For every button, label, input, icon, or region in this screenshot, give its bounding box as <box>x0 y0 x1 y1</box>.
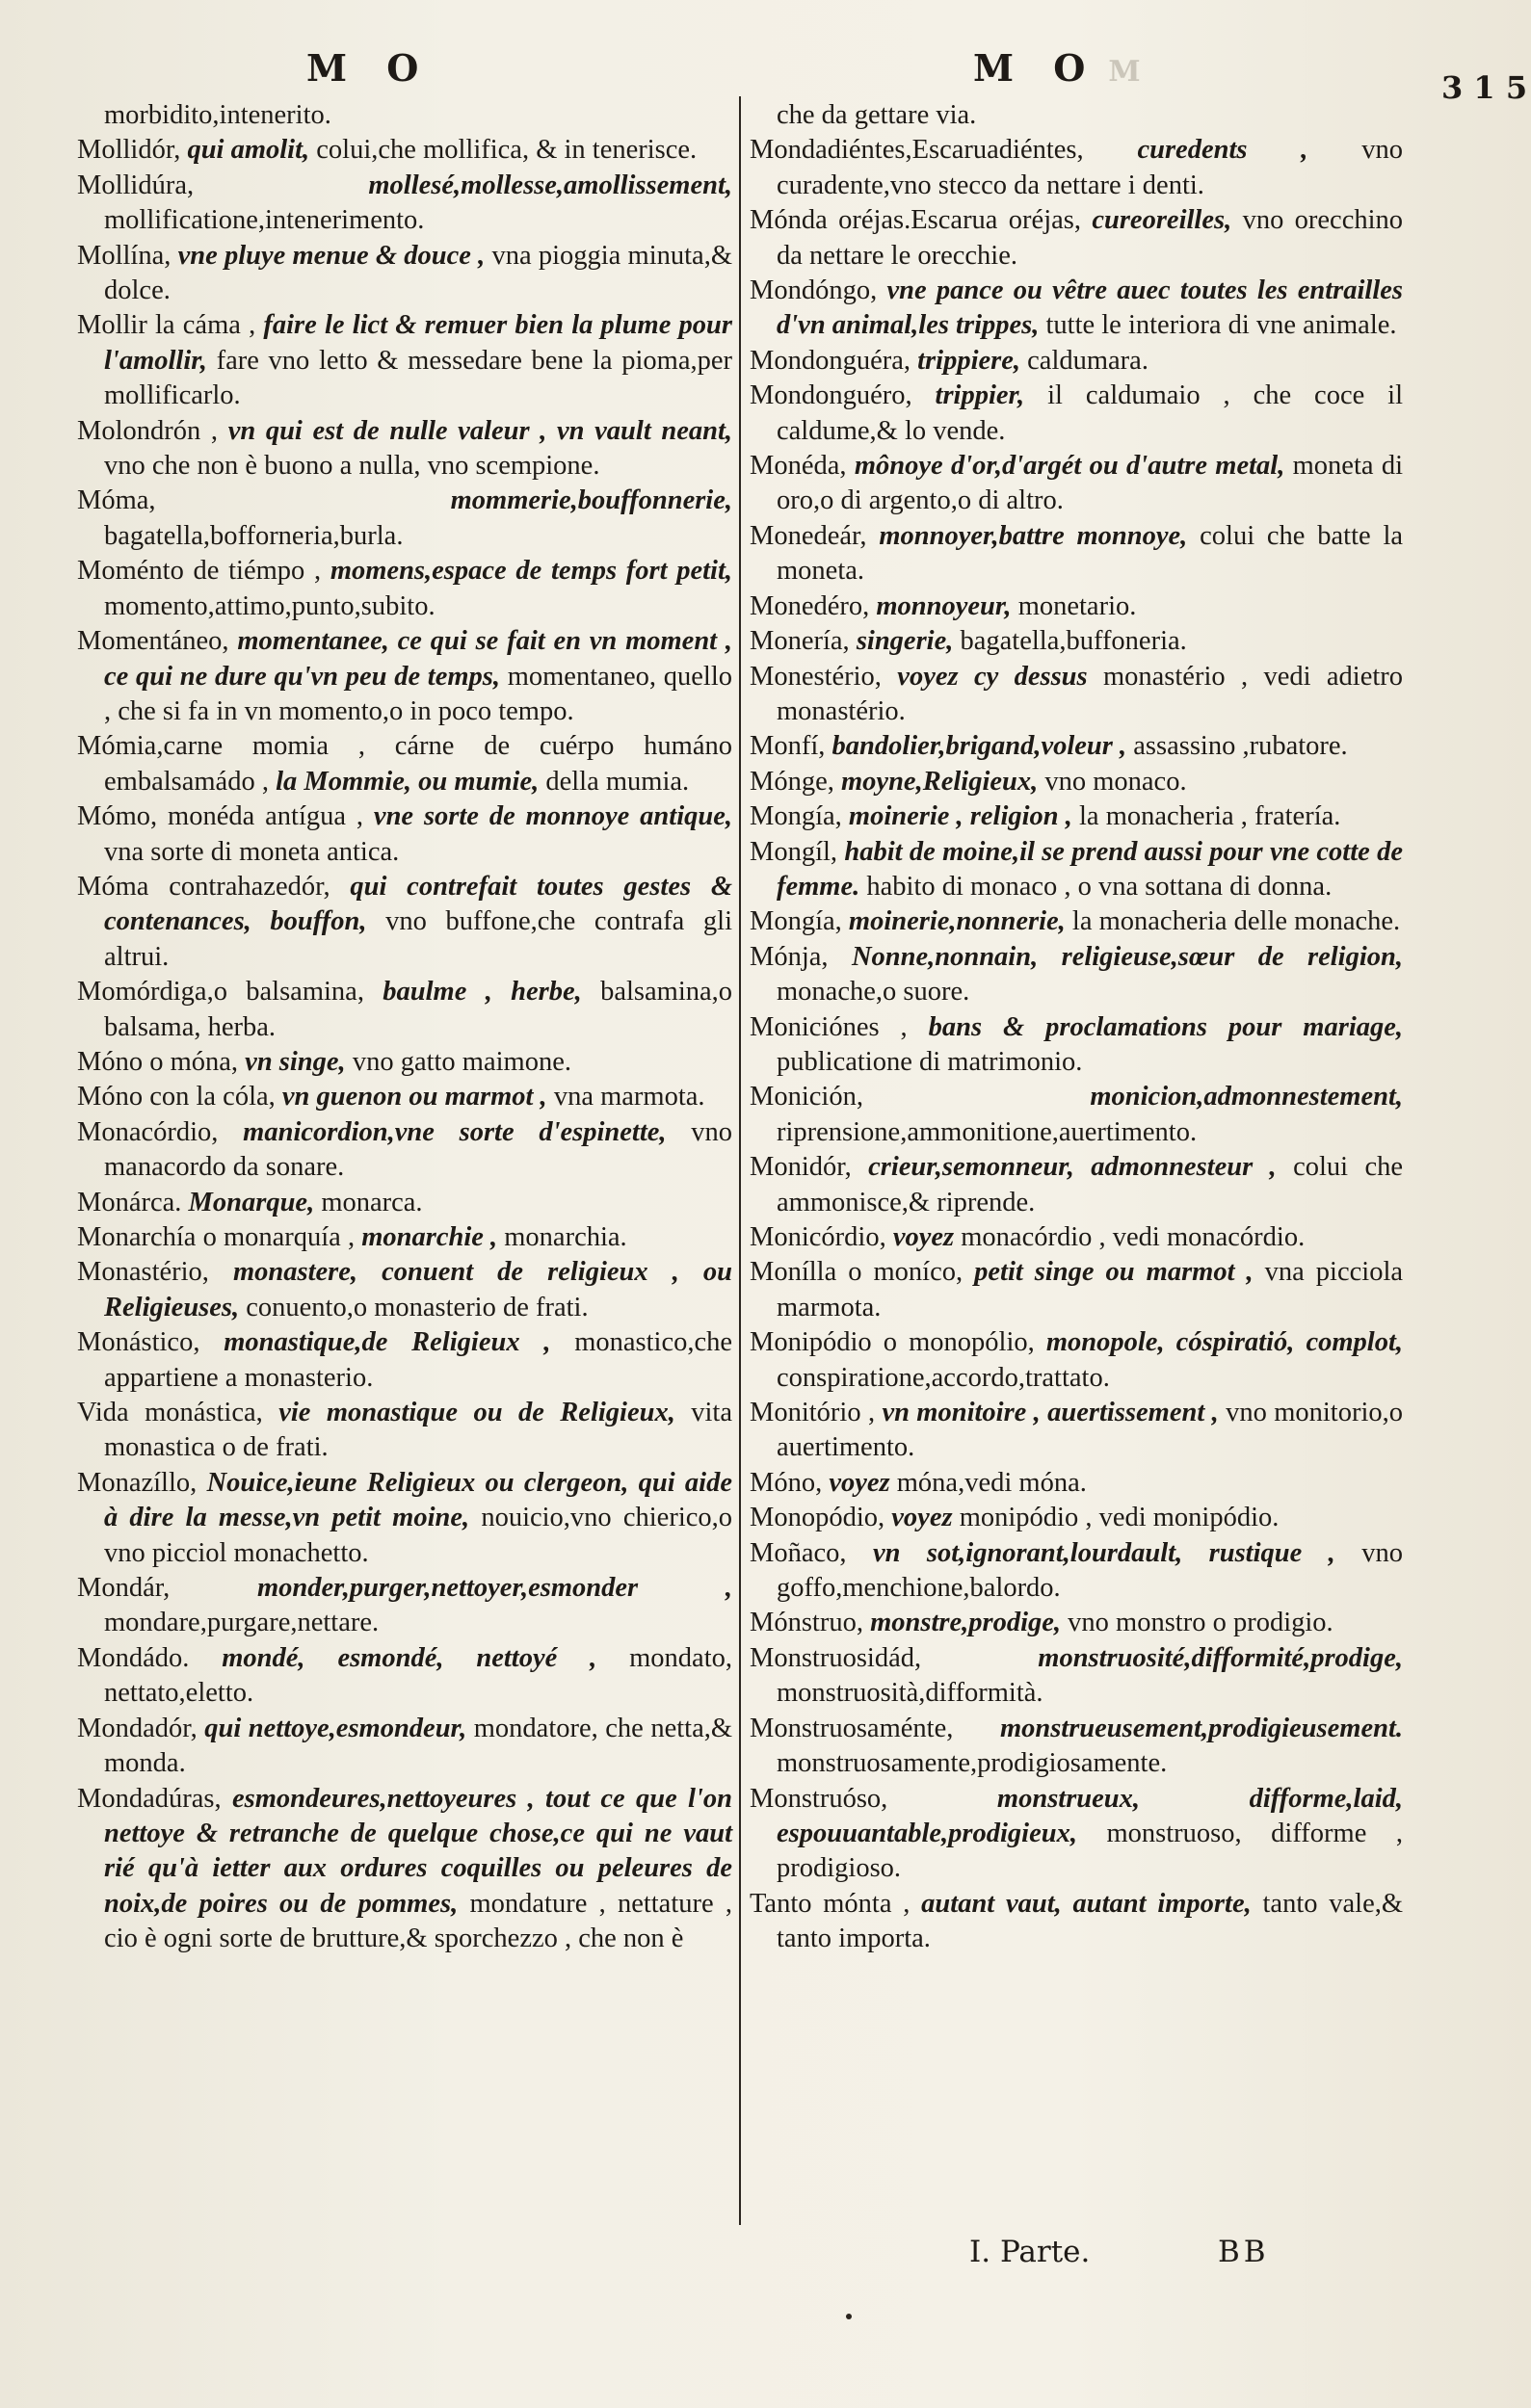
headword: Monástico, <box>77 1327 200 1358</box>
dictionary-entry <box>750 1887 1403 1957</box>
italian-gloss: bagatella,bofforneria,burla. <box>104 520 404 551</box>
headword: Monedeár, <box>750 520 867 551</box>
headword: Tanto mónta , <box>750 1888 911 1919</box>
dictionary-entry <box>750 1010 1403 1081</box>
french-gloss: monarchie , <box>361 1222 498 1252</box>
dictionary-entry <box>77 554 732 624</box>
dictionary-entry <box>77 1220 732 1255</box>
italian-gloss: monipódio , vedi monipódio. <box>959 1503 1280 1533</box>
dictionary-entry <box>750 519 1403 589</box>
italian-gloss: conspiratione,accordo,trattato. <box>777 1362 1110 1393</box>
italian-gloss: colui,che mollifica, & in tenerisce. <box>316 135 698 166</box>
french-gloss: petit singe ou marmot , <box>974 1257 1254 1288</box>
french-gloss: faire le lict & remuer bien la plume pour l'amollir, <box>104 310 733 376</box>
french-gloss: monopole, cóspiratió, complot, <box>1045 1327 1404 1358</box>
italian-gloss: mondatore, che netta,& monda. <box>104 1713 733 1779</box>
column-rule <box>739 96 741 2225</box>
french-gloss: mollesé,mollesse,amollissement, <box>368 170 732 200</box>
running-head-right <box>973 46 1147 94</box>
french-gloss: bans & proclamations pour mariage, <box>928 1011 1404 1042</box>
french-gloss: vne sorte de monnoye antique, <box>373 801 732 832</box>
italian-gloss: vno gatto maimone. <box>352 1046 571 1077</box>
italian-gloss: vno monstro o prodigio. <box>1068 1608 1333 1638</box>
italian-gloss: momentaneo, quello , che si fa in vn momento,o in poco tempo. <box>104 661 732 726</box>
dictionary-entry <box>77 1186 732 1220</box>
french-gloss: mônoye d'or,d'argét ou d'autre metal, <box>854 451 1285 482</box>
headword: Monidór, <box>750 1152 852 1183</box>
italian-gloss: il caldumaio , che coce il caldume,& lo vende. <box>777 380 1404 446</box>
dictionary-entry <box>750 1396 1403 1466</box>
italian-gloss: vno curadente,vno stecco da nettare i denti. <box>777 135 1403 200</box>
dictionary-entry <box>750 203 1403 274</box>
french-gloss: vn monitoire , auertissement , <box>882 1398 1219 1428</box>
dictionary-entry <box>77 1466 732 1571</box>
italian-gloss: tanto vale,& tanto importa. <box>777 1888 1404 1954</box>
dictionary-entry <box>77 1712 732 1782</box>
french-gloss: Monarque, <box>188 1187 315 1217</box>
dictionary-entry <box>750 1606 1403 1640</box>
dictionary-entry <box>750 729 1403 764</box>
dictionary-entry <box>750 799 1403 834</box>
headword: Móno o móna, <box>77 1046 239 1077</box>
french-gloss: voyez <box>829 1467 890 1498</box>
italian-gloss: vna pioggia minuta,& dolce. <box>104 240 732 306</box>
french-gloss: trippiere, <box>917 345 1021 376</box>
headword: Mondádo. <box>77 1642 190 1673</box>
headword: Mondadúras, <box>77 1783 222 1814</box>
french-gloss: monstrueusement,prodigieusement. <box>999 1713 1403 1743</box>
dictionary-entry <box>77 1325 732 1396</box>
dictionary-entry <box>750 1501 1403 1535</box>
dictionary-entry <box>750 98 1403 133</box>
headword: Monacórdio, <box>77 1116 219 1147</box>
italian-gloss: vno buffone,che contrafa gli altrui. <box>104 906 732 972</box>
page-dot <box>846 2314 852 2319</box>
running-head-left: M O <box>306 46 433 90</box>
dictionary-entry <box>750 1220 1403 1255</box>
headword: Monitório , <box>750 1398 876 1428</box>
french-gloss: momentanee, ce qui se fait en vn moment , ce qui ne dure qu'vn peu de temps, <box>104 626 733 692</box>
headword: Mondár, <box>77 1573 171 1604</box>
headword: Mollína, <box>77 240 172 271</box>
french-gloss: moyne,Religieux, <box>841 766 1039 797</box>
french-gloss: Nonne,nonnain, religieuse,sœur de religion, <box>851 941 1403 972</box>
dictionary-entry <box>77 1641 732 1712</box>
italian-gloss: vno manacordo da sonare. <box>104 1116 733 1183</box>
italian-gloss: vno che non è buono a nulla, vno scempione. <box>104 451 600 482</box>
italian-gloss: vno orecchino da nettare le orecchie. <box>777 205 1404 271</box>
headword: Mollidúra, <box>77 170 195 200</box>
french-gloss: esmondeures,nettoyeures , tout ce que l'on nettoye & retranche de quelque chose,ce qui ne vaut rié qu'à ietter aux ordures coquilles ou peleures de noix,de poires ou de pommes, <box>104 1783 732 1919</box>
headword: Mongía, <box>750 801 842 832</box>
dictionary-entry <box>77 414 732 484</box>
dictionary-entry <box>750 624 1403 659</box>
dictionary-entry <box>77 975 732 1045</box>
dictionary-entry <box>77 870 732 975</box>
headword: Monicórdio, <box>750 1222 886 1252</box>
headword: Mollidór, <box>77 135 181 166</box>
signature-mark: BB <box>1218 2235 1270 2269</box>
headword: Monestério, <box>750 661 882 692</box>
dictionary-entry <box>750 1641 1403 1712</box>
dictionary-entry <box>750 904 1403 939</box>
headword: Monéda, <box>750 451 847 482</box>
dictionary-entry <box>77 133 732 168</box>
italian-gloss: tutte le interiora di vne animale. <box>1045 310 1397 341</box>
dictionary-entry <box>750 344 1403 379</box>
italian-gloss: móna,vedi móna. <box>896 1467 1087 1498</box>
headword: Momentáneo, <box>77 626 229 657</box>
headword: Móma contrahazedór, <box>77 871 330 902</box>
italian-gloss: monetario. <box>1017 590 1137 621</box>
dictionary-entry <box>750 1782 1403 1887</box>
headword: Mónge, <box>750 766 834 797</box>
headword: Monazíllo, <box>77 1467 198 1498</box>
french-gloss: baulme , herbe, <box>383 977 582 1008</box>
french-gloss: monicion,admonnestement, <box>1090 1082 1403 1112</box>
headword: Mómo, monéda antígua , <box>77 801 364 832</box>
headword: Móma, <box>77 485 156 516</box>
headword: Momórdiga,o balsamina, <box>77 977 364 1008</box>
dictionary-entry <box>77 1782 732 1957</box>
headword: Mondadór, <box>77 1713 198 1743</box>
french-gloss: voyez <box>891 1503 953 1533</box>
dictionary-entry <box>77 1571 732 1641</box>
french-gloss: moinerie,nonnerie, <box>848 906 1066 937</box>
french-gloss: qui amolit, <box>187 135 310 166</box>
headword: Vida monástica, <box>77 1398 263 1428</box>
dictionary-entry <box>750 449 1403 519</box>
headword: Mondonguéro, <box>750 380 912 411</box>
dictionary-entry <box>77 98 732 133</box>
dictionary-entry <box>750 1536 1403 1607</box>
italian-gloss: vna sorte di moneta antica. <box>104 836 400 867</box>
headword: Monería, <box>750 626 850 657</box>
french-gloss: la Mommie, ou mumie, <box>276 766 540 797</box>
french-gloss: Nouice,ieune Religieux ou clergeon, qui aide à dire la messe,vn petit moine, <box>104 1467 733 1533</box>
running-head-right-text: M O <box>973 46 1099 90</box>
french-gloss: mommerie,bouffonnerie, <box>450 485 732 516</box>
italian-gloss: vno monaco. <box>1044 766 1187 797</box>
french-gloss: monnoyeur, <box>876 590 1012 621</box>
headword: Mondadiéntes,Escaruadiéntes, <box>750 135 1084 166</box>
dictionary-entry <box>77 729 732 799</box>
headword: Mongía, <box>750 906 842 937</box>
french-gloss: qui nettoye,esmondeur, <box>204 1713 467 1743</box>
french-gloss: crieur,semonneur, admonnesteur , <box>868 1152 1277 1183</box>
italian-gloss: monarca. <box>321 1187 423 1217</box>
italian-gloss: monstruosamente,prodigiosamente. <box>777 1748 1168 1779</box>
dictionary-entry <box>750 1150 1403 1220</box>
dictionary-entry <box>77 1080 732 1114</box>
french-gloss: voyez <box>892 1222 955 1252</box>
french-gloss: bandolier,brigand,voleur , <box>831 731 1127 762</box>
french-gloss: momens,espace de temps fort petit, <box>330 556 732 587</box>
page-number: 3 1 5 <box>1441 69 1528 106</box>
italian-gloss: mondare,purgare,nettare. <box>104 1608 380 1638</box>
dictionary-entry <box>750 765 1403 799</box>
italian-gloss: colui che ammonisce,& riprende. <box>777 1152 1403 1217</box>
italian-gloss: habito di monaco , o vna sottana di donna. <box>866 871 1333 902</box>
dictionary-entry <box>750 1466 1403 1501</box>
italian-gloss: riprensione,ammonitione,auertimento. <box>777 1116 1198 1147</box>
headword: Monopódio, <box>750 1503 885 1533</box>
headword: Mondóngo, <box>750 275 878 306</box>
french-gloss: vne pluye menue & douce , <box>177 240 486 271</box>
italian-gloss: la monacheria , fratería. <box>1079 801 1341 832</box>
dictionary-entry <box>750 660 1403 730</box>
french-gloss: monastere, conuent de religieux , ou Religieuses, <box>104 1257 732 1322</box>
italian-gloss: bagatella,buffoneria. <box>960 626 1187 657</box>
italian-gloss: nouicio,vno chierico,o vno picciol monachetto. <box>104 1503 733 1568</box>
french-gloss: monnoyer,battre monnoye, <box>879 520 1188 551</box>
headword: Mondonguéra, <box>750 345 911 376</box>
headword: Monfí, <box>750 731 826 762</box>
headword: Moñaco, <box>750 1537 847 1568</box>
french-gloss: vn guenon ou marmot , <box>281 1082 547 1112</box>
italian-gloss: mollificatione,intenerimento. <box>104 205 425 236</box>
headword: Monstruosaménte, <box>750 1713 954 1743</box>
french-gloss: mondé, esmondé, nettoyé , <box>222 1642 597 1673</box>
headword: che da gettare via. <box>777 100 977 130</box>
dictionary-entry <box>77 484 732 554</box>
dictionary-entry <box>77 799 732 870</box>
italian-gloss: vna picciola marmota. <box>777 1257 1404 1322</box>
headword: Mónja, <box>750 941 829 972</box>
french-gloss: voyez cy dessus <box>897 661 1088 692</box>
dictionary-entry <box>750 274 1403 344</box>
dictionary-entry <box>77 239 732 309</box>
italian-gloss: mondato, nettato,eletto. <box>104 1642 733 1709</box>
italian-gloss: monastico,che appartiene a monasterio. <box>104 1327 733 1393</box>
headword: Mollir la cáma , <box>77 310 256 341</box>
dictionary-entry <box>750 1080 1403 1150</box>
italian-gloss: monstruoso, difforme , prodigioso. <box>777 1818 1404 1884</box>
right-column <box>750 98 1403 1957</box>
dictionary-entry <box>750 1712 1403 1782</box>
headword: Monastério, <box>77 1257 209 1288</box>
headword: Móno, <box>750 1467 823 1498</box>
headword: Monedéro, <box>750 590 870 621</box>
dictionary-entry <box>77 1396 732 1466</box>
french-gloss: singerie, <box>856 626 954 657</box>
running-head-bleedthrough: M <box>1108 55 1147 89</box>
italian-gloss: colui che batte la moneta. <box>777 520 1404 587</box>
french-gloss: vie monastique ou de Religieux, <box>278 1398 675 1428</box>
headword: Mónda oréjas.Escarua oréjas, <box>750 205 1081 236</box>
headword: Moniciónes , <box>750 1011 908 1042</box>
french-gloss: trippier, <box>935 380 1025 411</box>
french-gloss: manicordion,vne sorte d'espinette, <box>243 1116 667 1147</box>
italian-gloss: vno monitorio,o auertimento. <box>777 1398 1403 1463</box>
italian-gloss: vno goffo,menchione,balordo. <box>777 1537 1403 1604</box>
headword: Mónstruo, <box>750 1608 863 1638</box>
italian-gloss: vna marmota. <box>553 1082 705 1112</box>
dictionary-entry <box>750 1255 1403 1325</box>
french-gloss: qui contrefait toutes gestes & contenances, bouffon, <box>104 871 733 937</box>
headword: Mongíl, <box>750 836 838 867</box>
dictionary-entry <box>750 835 1403 905</box>
dictionary-entry <box>750 940 1403 1010</box>
french-gloss: curedents , <box>1137 135 1308 166</box>
french-gloss: monastique,de Religieux , <box>224 1327 551 1358</box>
italian-gloss: mondature , nettature , cio è ogni sorte de brutture,& sporchezzo , che non è <box>104 1888 733 1954</box>
french-gloss: vn qui est de nulle valeur , vn vault neant, <box>227 415 733 446</box>
french-gloss: autant vaut, autant importe, <box>921 1888 1252 1919</box>
italian-gloss: caldumara. <box>1027 345 1148 376</box>
headword: Monílla o moníco, <box>750 1257 963 1288</box>
headword: Moménto de tiémpo , <box>77 556 322 587</box>
dictionary-entry <box>750 1325 1403 1396</box>
italian-gloss: conuento,o monasterio de frati. <box>246 1292 589 1322</box>
dictionary-entry <box>77 308 732 413</box>
headword: Móno con la cóla, <box>77 1082 276 1112</box>
dictionary-entry <box>750 379 1403 449</box>
dictionary-entry <box>77 1255 732 1325</box>
headword: morbidito,intenerito. <box>104 100 331 130</box>
italian-gloss: monastério , vedi adietro monastério. <box>777 661 1403 726</box>
headword: Monárca. <box>77 1187 182 1217</box>
italian-gloss: monache,o suore. <box>777 977 970 1008</box>
headword: Monición, <box>750 1082 863 1112</box>
french-gloss: monder,purger,nettoyer,esmonder , <box>257 1573 733 1604</box>
dictionary-entry <box>77 1045 732 1080</box>
french-gloss: monstruosité,difformité,prodige, <box>1038 1642 1403 1673</box>
italian-gloss: moneta di oro,o di argento,o di altro. <box>777 451 1404 516</box>
italian-gloss: publicatione di matrimonio. <box>777 1046 1083 1077</box>
dictionary-entry <box>750 133 1403 203</box>
dictionary-entry <box>77 624 732 729</box>
headword: Monipódio o monopólio, <box>750 1327 1035 1358</box>
signature-label: I. Parte. <box>969 2235 1091 2269</box>
headword: Monstruóso, <box>750 1783 888 1814</box>
french-gloss: moinerie , religion , <box>848 801 1072 832</box>
french-gloss: monstrueux, difforme,laid, espouuantable,prodigieux, <box>777 1783 1403 1848</box>
left-column <box>77 98 732 1957</box>
italian-gloss: monacórdio , vedi monacórdio. <box>961 1222 1306 1252</box>
italian-gloss: monarchia. <box>504 1222 627 1252</box>
italian-gloss: della mumia. <box>545 766 690 797</box>
italian-gloss: balsamina,o balsama, herba. <box>104 977 733 1042</box>
headword: Mómia,carne momia , cárne de cuérpo humáno embalsamádo , <box>77 731 732 797</box>
italian-gloss: assassino ,rubatore. <box>1133 731 1348 762</box>
french-gloss: vn singe, <box>245 1046 346 1077</box>
dictionary-entry <box>750 589 1403 624</box>
headword: Monarchía o monarquía , <box>77 1222 356 1252</box>
italian-gloss: la monacheria delle monache. <box>1071 906 1401 937</box>
headword: Monstruosidád, <box>750 1642 922 1673</box>
italian-gloss: vita monastica o de frati. <box>104 1398 733 1463</box>
italian-gloss: momento,attimo,punto,subito. <box>104 590 436 621</box>
italian-gloss: monstruosità,difformità. <box>777 1678 1043 1709</box>
headword: Molondrón , <box>77 415 219 446</box>
french-gloss: habit de moine,il se prend aussi pour vne cotte de femme. <box>777 836 1404 902</box>
dictionary-entry <box>77 169 732 239</box>
french-gloss: cureoreilles, <box>1092 205 1232 236</box>
french-gloss: vne pance ou vêtre auec toutes les entrailles d'vn animal,les trippes, <box>777 275 1403 341</box>
french-gloss: vn sot,ignorant,lourdault, rustique , <box>872 1537 1335 1568</box>
french-gloss: monstre,prodige, <box>870 1608 1062 1638</box>
dictionary-entry <box>77 1115 732 1186</box>
italian-gloss: fare vno letto & messedare bene la pioma,per mollificarlo. <box>104 345 732 411</box>
